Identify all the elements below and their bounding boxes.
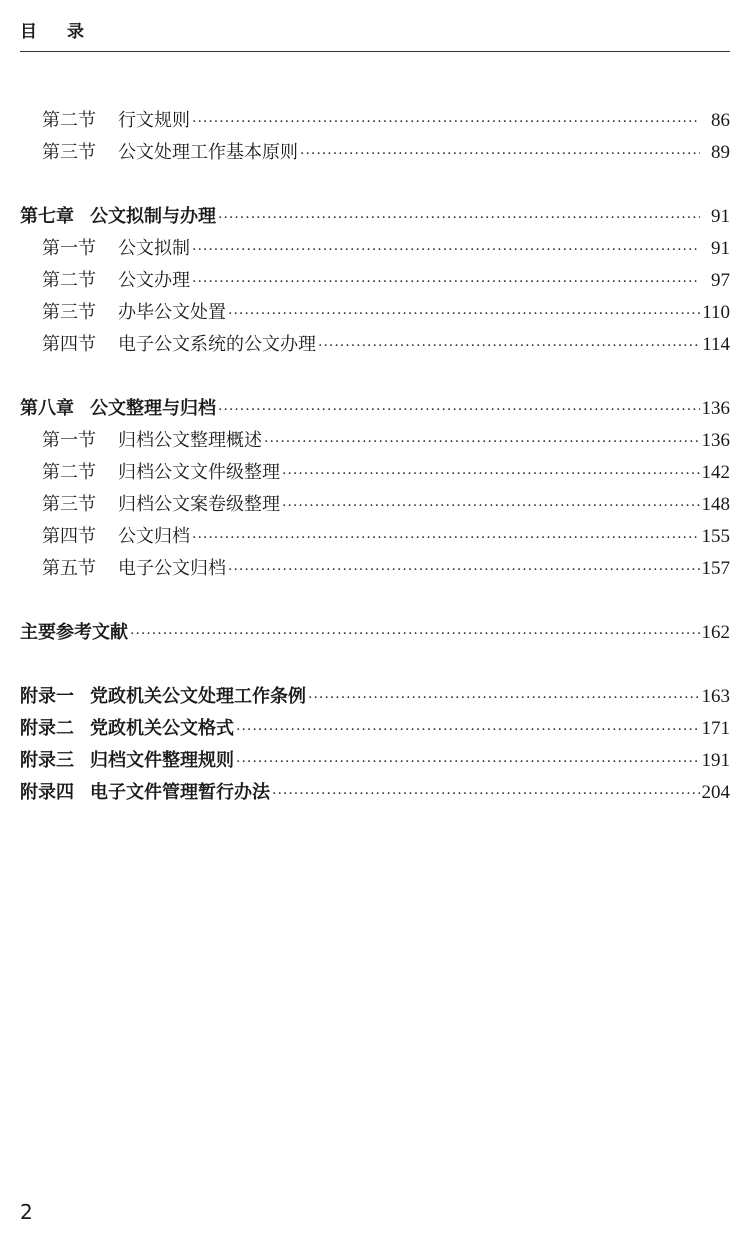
- toc-entry-section[interactable]: [20, 329, 730, 361]
- dot-leader: [130, 618, 700, 650]
- toc-entry-number: 第四节: [42, 334, 96, 355]
- dot-leader: [192, 522, 700, 554]
- toc-entry-page: 155: [701, 526, 730, 547]
- toc-entry-number: 第四节: [42, 526, 96, 547]
- toc-entry-label: [20, 681, 306, 713]
- toc-entry-label: [20, 457, 280, 489]
- toc-entry-label: [20, 297, 226, 329]
- toc-entry-page: 142: [701, 462, 730, 483]
- toc-entry-page: 91: [711, 206, 730, 227]
- dot-leader: [236, 746, 700, 778]
- toc-entry-page: 204: [701, 782, 730, 803]
- toc-entry-page: 110: [702, 302, 730, 323]
- toc-entry-section[interactable]: [20, 265, 730, 297]
- toc-entry-page: 148: [701, 494, 730, 515]
- dot-leader: [282, 490, 700, 522]
- toc-entry-appendix[interactable]: [20, 713, 730, 745]
- toc-entry-chapter[interactable]: [20, 201, 730, 233]
- toc-entry-page: 162: [701, 622, 730, 643]
- toc-entry-page: 157: [701, 558, 730, 579]
- toc-entry-number: 第二节: [42, 110, 96, 131]
- toc-entry-label: [20, 393, 216, 425]
- toc-entry-title: 公文整理与归档: [90, 398, 216, 419]
- toc-entry-number: 第三节: [42, 494, 96, 515]
- dot-leader: [300, 138, 700, 170]
- toc-heading: 目录: [20, 22, 114, 42]
- toc-group: [20, 201, 730, 361]
- toc-entry-label: [20, 329, 316, 361]
- toc-entry-label: [20, 617, 128, 649]
- dot-leader: [192, 106, 700, 138]
- toc-entry-title: 党政机关公文处理工作条例: [90, 686, 306, 707]
- toc-entry-appendix[interactable]: [20, 617, 730, 649]
- toc-entry-label: [20, 713, 234, 745]
- toc-entry-section[interactable]: [20, 425, 730, 457]
- toc-entry-title: 行文规则: [118, 110, 190, 131]
- toc-entry-title: 电子文件管理暂行办法: [90, 782, 270, 803]
- toc-entry-label: [20, 777, 270, 809]
- toc-entry-title: 公文办理: [118, 270, 190, 291]
- toc-entry-title: 公文拟制与办理: [90, 206, 216, 227]
- dot-leader: [272, 778, 700, 810]
- toc-entry-title: 公文归档: [118, 526, 190, 547]
- toc-entry-page: 136: [701, 430, 730, 451]
- toc-entry-page: 171: [701, 718, 730, 739]
- toc-group: [20, 393, 730, 585]
- toc-entry-label: [20, 425, 262, 457]
- toc-entry-title: 电子公文归档: [118, 558, 226, 579]
- toc-entry-number: 第一节: [42, 430, 96, 451]
- toc-entry-label: [20, 489, 280, 521]
- toc-entry-chapter[interactable]: [20, 393, 730, 425]
- toc-entry-label: [20, 265, 190, 297]
- toc-entry-appendix[interactable]: [20, 681, 730, 713]
- toc-entry-number: 附录三: [20, 750, 74, 771]
- dot-leader: [236, 714, 700, 746]
- toc-entry-label: [20, 745, 234, 777]
- toc-entry-label: [20, 137, 298, 169]
- dot-leader: [228, 298, 700, 330]
- toc-group: [20, 105, 730, 169]
- toc-entry-page: 191: [701, 750, 730, 771]
- toc-entry-section[interactable]: [20, 489, 730, 521]
- toc-entry-label: [20, 521, 190, 553]
- toc-entry-title: 归档公文整理概述: [118, 430, 262, 451]
- toc-entry-title: 办毕公文处置: [118, 302, 226, 323]
- dot-leader: [282, 458, 700, 490]
- toc-entry-number: 第二节: [42, 270, 96, 291]
- toc-group: [20, 617, 730, 649]
- toc-entry-section[interactable]: [20, 521, 730, 553]
- toc-entry-title: 电子公文系统的公文办理: [118, 334, 316, 355]
- toc-entry-page: 91: [711, 238, 730, 259]
- toc-entry-number: 第七章: [20, 206, 74, 227]
- toc-entry-section[interactable]: [20, 137, 730, 169]
- toc-entry-title: 归档文件整理规则: [90, 750, 234, 771]
- toc-entry-appendix[interactable]: [20, 777, 730, 809]
- page-header: [20, 18, 730, 52]
- toc-entry-title: 归档公文文件级整理: [118, 462, 280, 483]
- dot-leader: [218, 202, 700, 234]
- toc-entry-number: 第一节: [42, 238, 96, 259]
- dot-leader: [192, 234, 700, 266]
- toc-entry-number: 第三节: [42, 142, 96, 163]
- toc-entry-title: 党政机关公文格式: [90, 718, 234, 739]
- toc-entry-title: 公文处理工作基本原则: [118, 142, 298, 163]
- toc-entry-section[interactable]: [20, 233, 730, 265]
- toc-entry-page: 114: [702, 334, 730, 355]
- page-number: 2: [20, 1200, 33, 1224]
- toc-entry-number: 第五节: [42, 558, 96, 579]
- toc-entry-section[interactable]: [20, 457, 730, 489]
- toc-entry-label: [20, 553, 226, 585]
- toc-entry-label: [20, 201, 216, 233]
- toc-entry-title: 主要参考文献: [20, 622, 128, 643]
- dot-leader: [264, 426, 700, 458]
- toc-entry-label: [20, 105, 190, 137]
- dot-leader: [308, 682, 700, 714]
- dot-leader: [192, 266, 700, 298]
- toc-entry-number: 附录四: [20, 782, 74, 803]
- toc-entry-page: 136: [701, 398, 730, 419]
- toc-entry-section[interactable]: [20, 105, 730, 137]
- toc-entry-page: 163: [701, 686, 730, 707]
- toc-group: [20, 681, 730, 809]
- toc-entry-label: [20, 233, 190, 265]
- toc-entry-number: 附录一: [20, 686, 74, 707]
- toc-entry-number: 附录二: [20, 718, 74, 739]
- toc-entry-number: 第八章: [20, 398, 74, 419]
- toc-entry-page: 86: [711, 110, 730, 131]
- toc-entry-number: 第三节: [42, 302, 96, 323]
- toc-entry-page: 97: [711, 270, 730, 291]
- toc-entry-section[interactable]: [20, 297, 730, 329]
- dot-leader: [228, 554, 700, 586]
- table-of-contents: [20, 105, 730, 841]
- toc-entry-title: 归档公文案卷级整理: [118, 494, 280, 515]
- toc-entry-section[interactable]: [20, 553, 730, 585]
- toc-entry-page: 89: [711, 142, 730, 163]
- toc-entry-number: 第二节: [42, 462, 96, 483]
- toc-entry-appendix[interactable]: [20, 745, 730, 777]
- dot-leader: [218, 394, 700, 426]
- toc-entry-title: 公文拟制: [118, 238, 190, 259]
- dot-leader: [318, 330, 700, 362]
